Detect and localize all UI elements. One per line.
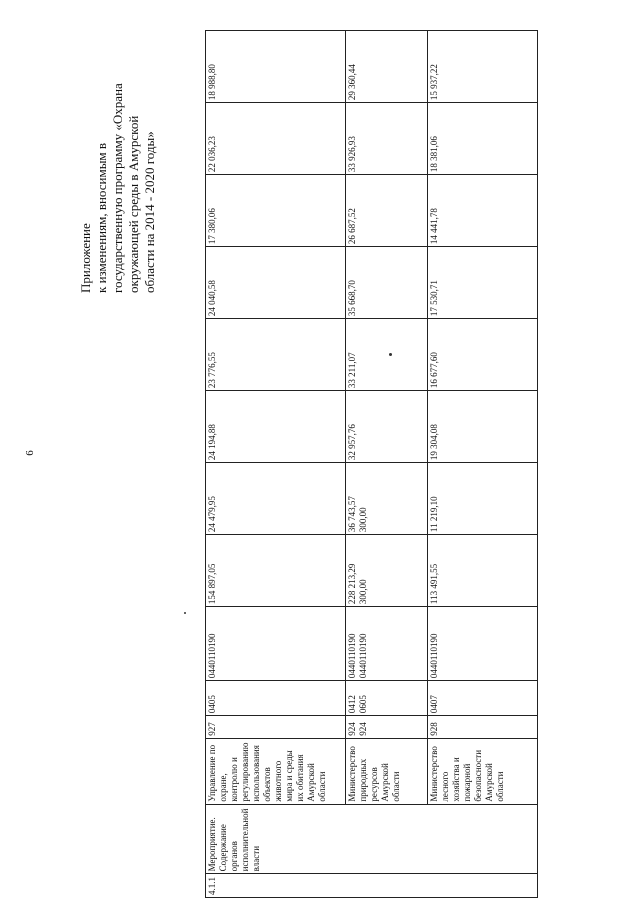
value-cell: 18 988,80 bbox=[206, 31, 346, 103]
code-value: 924 bbox=[358, 722, 368, 736]
value-cell bbox=[346, 463, 428, 535]
value-cell: 24 479,95 bbox=[206, 463, 346, 535]
value-cell: 16 677,60 bbox=[428, 319, 538, 391]
measure-name: Мероприятие. Содержание органов исполнительной власти bbox=[206, 804, 538, 874]
section-value: 0605 bbox=[358, 695, 368, 714]
total-cell: 154 897,05 bbox=[206, 535, 346, 607]
section-cell bbox=[346, 681, 428, 716]
code-value: 924 bbox=[347, 722, 357, 736]
funding-table-wrapper bbox=[205, 30, 625, 898]
funding-table bbox=[205, 30, 538, 898]
value-cell: 33 926,93 bbox=[346, 103, 428, 175]
value-cell: 18 381,06 bbox=[428, 103, 538, 175]
value-cell: 22 036,23 bbox=[206, 103, 346, 175]
value-cell: 14 441,78 bbox=[428, 175, 538, 247]
value-cell: 24 194,88 bbox=[206, 391, 346, 463]
heading-line: государственную программу «Охрана bbox=[110, 83, 125, 293]
value-cell: 35 668,70 bbox=[346, 247, 428, 319]
table-row bbox=[206, 31, 346, 898]
value: 300,00 bbox=[358, 507, 368, 533]
heading-line: к изменениям, вносимым в bbox=[94, 142, 109, 293]
value-cell: 17 380,06 bbox=[206, 175, 346, 247]
document-heading bbox=[78, 43, 158, 293]
total-value: 300,00 bbox=[358, 579, 368, 605]
heading-line: Приложение bbox=[78, 223, 93, 293]
value-cell: 17 530,71 bbox=[428, 247, 538, 319]
value-cell: 24 040,58 bbox=[206, 247, 346, 319]
code-cell: 928 bbox=[428, 716, 538, 739]
value-cell: 15 937,22 bbox=[428, 31, 538, 103]
value-cell: 32 957,76 bbox=[346, 391, 428, 463]
org-name: Министерство природных ресурсов Амурской области bbox=[346, 738, 428, 804]
row-index: 4.1.1 bbox=[206, 874, 538, 898]
code-cell bbox=[346, 716, 428, 739]
code-cell: 927 bbox=[206, 716, 346, 739]
org-name: Управление по охране, контролю и регулированию использования объектов животного мира и среды их обитания Амурской области bbox=[206, 738, 346, 804]
table-row bbox=[346, 31, 428, 898]
table-row bbox=[428, 31, 538, 898]
heading-line: области на 2014 - 2020 годы» bbox=[142, 131, 157, 293]
value-cell: 33 211,07 bbox=[346, 319, 428, 391]
value-cell: 23 776,55 bbox=[206, 319, 346, 391]
value-cell: 11 219,10 bbox=[428, 463, 538, 535]
csr-cell: 0440110190 bbox=[428, 607, 538, 681]
csr-value: 0440110190 bbox=[347, 633, 357, 679]
section-value: 0412 bbox=[347, 695, 357, 714]
section-cell: 0405 bbox=[206, 681, 346, 716]
section-cell: 0407 bbox=[428, 681, 538, 716]
csr-cell bbox=[346, 607, 428, 681]
total-cell bbox=[346, 535, 428, 607]
value-cell: 26 687,52 bbox=[346, 175, 428, 247]
value: 36 743,57 bbox=[347, 496, 357, 533]
value-cell: 19 304,08 bbox=[428, 391, 538, 463]
scan-speck bbox=[184, 612, 186, 614]
csr-value: 0440110190 bbox=[358, 633, 368, 679]
total-cell: 113 491,55 bbox=[428, 535, 538, 607]
scan-speck bbox=[389, 353, 392, 356]
page-number: 6 bbox=[24, 450, 36, 456]
value-cell: 29 360,44 bbox=[346, 31, 428, 103]
csr-cell: 0440110190 bbox=[206, 607, 346, 681]
heading-line: окружающей среды в Амурской bbox=[126, 115, 141, 293]
org-name: Министерство лесного хозяйства и пожарной безопасности Амурской области bbox=[428, 738, 538, 804]
total-value: 228 213,29 bbox=[347, 563, 357, 605]
